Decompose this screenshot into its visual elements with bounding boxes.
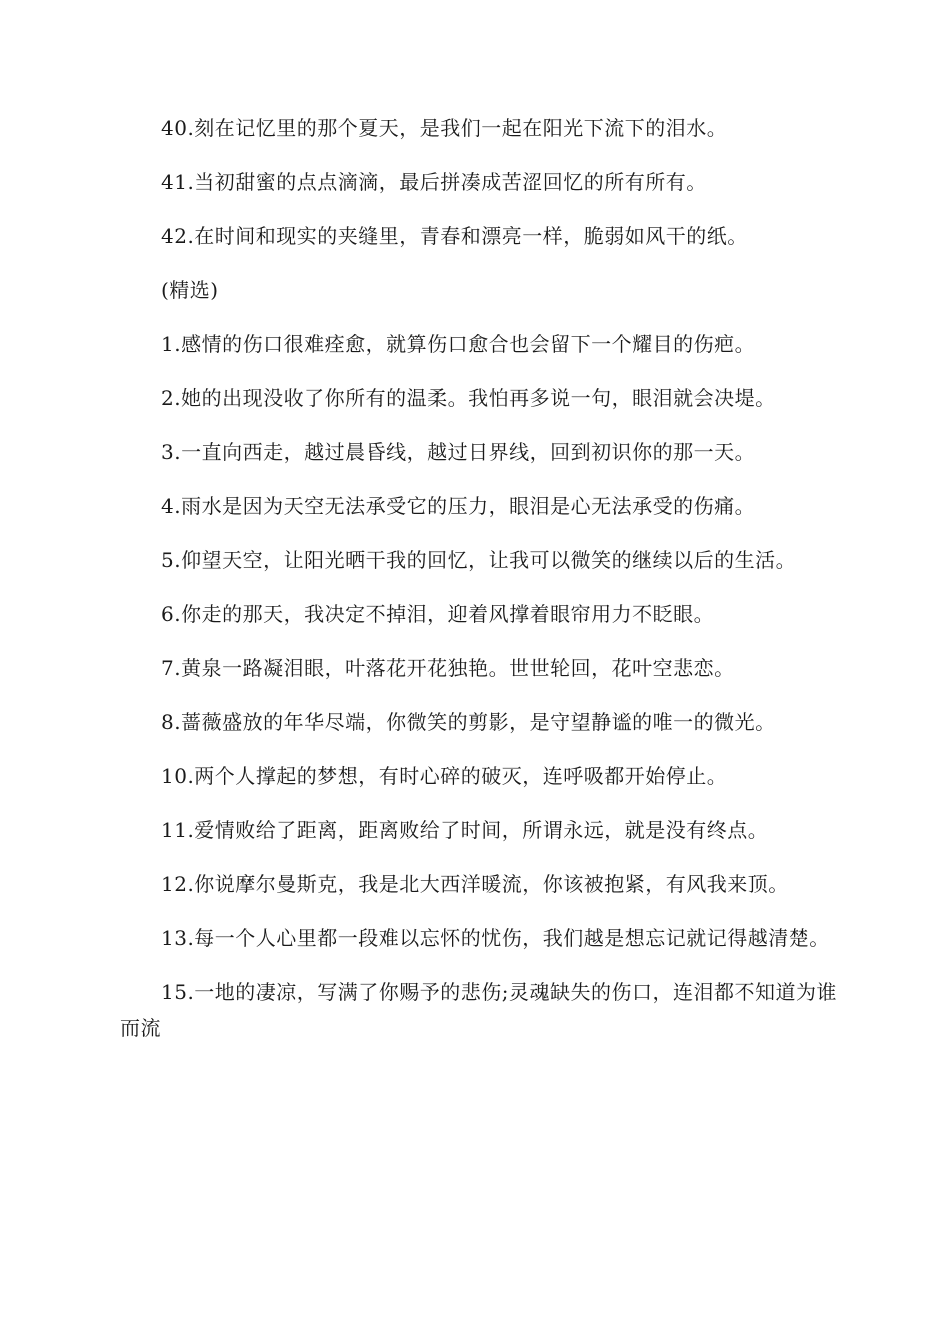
document-body: [120, 110, 840, 1064]
paragraph-6: 6.你走的那天，我决定不掉泪，迎着风撑着眼帘用力不眨眼。: [161, 602, 715, 626]
paragraph-13: 13.每一个人心里都一段难以忘怀的忧伤，我们越是想忘记就记得越清楚。: [161, 926, 830, 950]
paragraph-5: 5.仰望天空，让阳光晒干我的回忆，让我可以微笑的继续以后的生活。: [161, 548, 797, 572]
section-heading: (精选): [161, 278, 219, 302]
paragraph-2: 2.她的出现没收了你所有的温柔。我怕再多说一句，眼泪就会决堤。: [161, 386, 776, 410]
paragraph-1: 1.感情的伤口很难痊愈，就算伤口愈合也会留下一个耀目的伤疤。: [161, 332, 756, 356]
paragraph-15: 15.一地的凄凉，写满了你赐予的悲伤;灵魂缺失的伤口，连泪都不知道为谁而流: [120, 980, 838, 1040]
paragraph-7: 7.黄泉一路凝泪眼，叶落花开花独艳。世世轮回，花叶空悲恋。: [161, 656, 735, 680]
paragraph-12: 12.你说摩尔曼斯克，我是北大西洋暖流，你该被抱紧，有风我来顶。: [161, 872, 789, 896]
paragraph-40: 40.刻在记忆里的那个夏天，是我们一起在阳光下流下的泪水。: [161, 116, 728, 140]
paragraph-4: 4.雨水是因为天空无法承受它的压力，眼泪是心无法承受的伤痛。: [161, 494, 756, 518]
paragraph-11: 11.爱情败给了距离，距离败给了时间，所谓永远，就是没有终点。: [161, 818, 769, 842]
paragraph-10: 10.两个人撑起的梦想，有时心碎的破灭，连呼吸都开始停止。: [161, 764, 728, 788]
paragraph-42: 42.在时间和现实的夹缝里，青春和漂亮一样，脆弱如风干的纸。: [161, 224, 748, 248]
paragraph-41: 41.当初甜蜜的点点滴滴，最后拼凑成苦涩回忆的所有所有。: [161, 170, 707, 194]
paragraph-3: 3.一直向西走，越过晨昏线，越过日界线，回到初识你的那一天。: [161, 440, 756, 464]
paragraph-8: 8.蔷薇盛放的年华尽端，你微笑的剪影，是守望静谧的唯一的微光。: [161, 710, 776, 734]
